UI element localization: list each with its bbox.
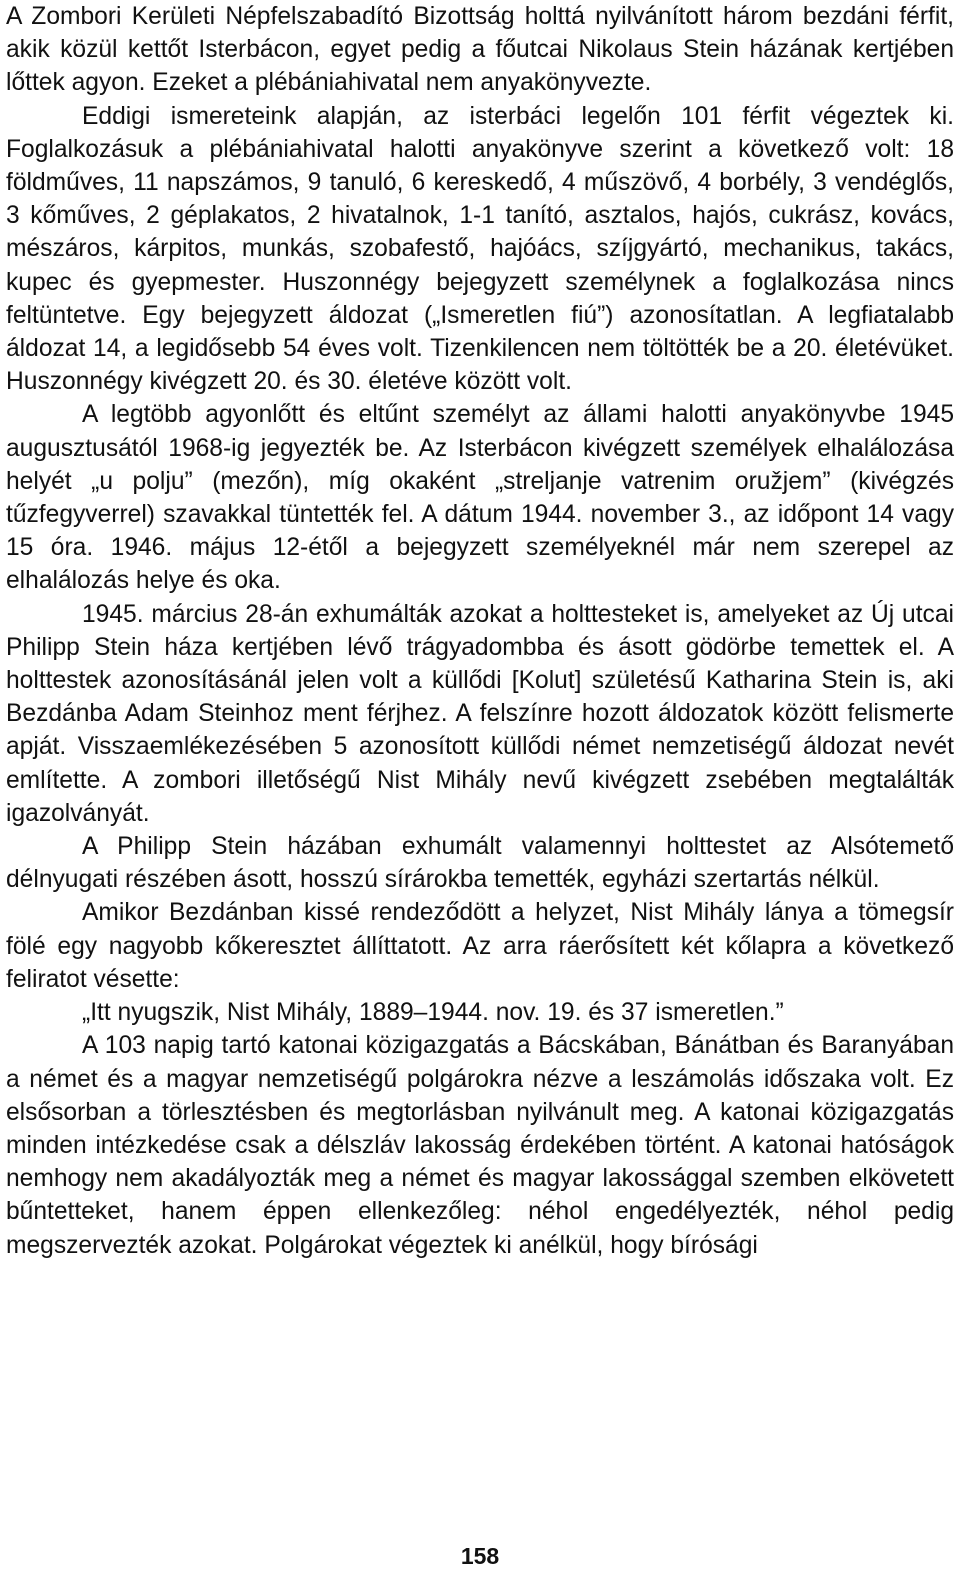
body-text bbox=[6, 0, 954, 1262]
paragraph-1: A Zombori Kerületi Népfelszabadító Bizottság holttá nyilvánított három bezdáni férfit, akik közül kettőt Isterbácon, egyet pedig a főutcai Nikolaus Stein házának kertjében lőttek agyon. Ezeket a plébániahivatal nem anyakönyvezte. bbox=[6, 3, 954, 97]
inscription-quote: „Itt nyugszik, Nist Mihály, 1889–1944. nov. 19. és 37 ismeretlen.” bbox=[82, 999, 784, 1027]
page-number: 158 bbox=[460, 1543, 500, 1569]
document-page bbox=[6, 0, 954, 1569]
paragraph-8: A 103 napig tartó katonai közigazgatás a Bácskában, Bánátban és Baranyában a német és a magyar nemzetiségű polgárokra nézve a leszámolás időszaka volt. Ez elsősorban a törlesztésben és megtorlásban nyilvánult meg. A katonai közigazgatás minden intézkedése csak a délszláv lakosság érdekében történt. A katonai hatóságok nemhogy nem akadályozták meg a német és magyar lakossággal szemben elkövetett bűntetteket, hanem éppen ellenkezőleg: néhol engedélyezték, néhol pedig megszervezték azokat. Polgárokat végeztek ki anélkül, hogy bírósági bbox=[6, 1032, 954, 1259]
paragraph-6: Amikor Bezdánban kissé rendeződött a helyzet, Nist Mihály lánya a tömegsír fölé egy nagyobb kőkeresztet állíttatott. Az arra ráerősített két kőlapra a következő feliratot vésette: bbox=[6, 899, 954, 993]
paragraph-5: A Philipp Stein házában exhumált valamennyi holttestet az Alsótemető délnyugati részében ásott, hosszú sírárokba temették, egyházi szertartás nélkül. bbox=[6, 833, 954, 894]
paragraph-2: Eddigi ismereteink alapján, az isterbáci legelőn 101 férfit végeztek ki. Foglalkozásuk a plébániahivatal halotti anyakönyve szerint a következő volt: 18 földműves, 11 napszámos, 9 tanuló, 6 kereskedő, 4 műszövő, 4 borbély, 3 vendéglős, 3 kőműves, 2 géplakatos, 2 hivatalnok, 1-1 tanító, asztalos, hajós, cukrász, kovács, mészáros, kárpitos, munkás, szobafestő, hajóács, szíjgyártó, mechanikus, takács, kupec és gyepmester. Huszonnégy bejegyzett személynek a foglalkozása nincs feltüntetve. Egy bejegyzett áldozat („Ismeretlen fiú”) azonosítatlan. A legfiatalabb áldozat 14, a legidősebb 54 éves volt. Tizenkilencen nem töltötték be a 20. életévüket. Huszonnégy kivégzett 20. és 30. életéve között volt. bbox=[6, 102, 954, 396]
paragraph-3: A legtöbb agyonlőtt és eltűnt személyt az állami halotti anyakönyvbe 1945 augusztusától 1968-ig jegyezték be. Az Isterbácon kivégzett személyek elhalálozása helyét „u polju” (mezőn), míg okaként „streljanje vatrenim oružjem” (kivégzés tűzfegyverrel) szavakkal tüntették fel. A dátum 1944. november 3., az időpont 14 vagy 15 óra. 1946. május 12-étől a bejegyzett személyeknél már nem szerepel az elhalálozás helye és oka. bbox=[6, 401, 954, 595]
paragraph-4: 1945. március 28-án exhumálták azokat a holttesteket is, amelyeket az Új utcai Philipp Stein háza kertjében lévő trágyadombba és ásott gödörbe temettek el. A holttestek azonosításánál jelen volt a küllődi [Kolut] születésű Katharina Stein is, aki Bezdánba Adam Steinhoz ment férjhez. A felszínre hozott áldozatok között felismerte apját. Visszaemlékezésében 5 azonosított küllődi német nemzetiségű áldozat nevét említette. A zombori illetőségű Nist Mihály nevű kivégzett zsebében megtalálták igazolványát. bbox=[6, 600, 954, 827]
